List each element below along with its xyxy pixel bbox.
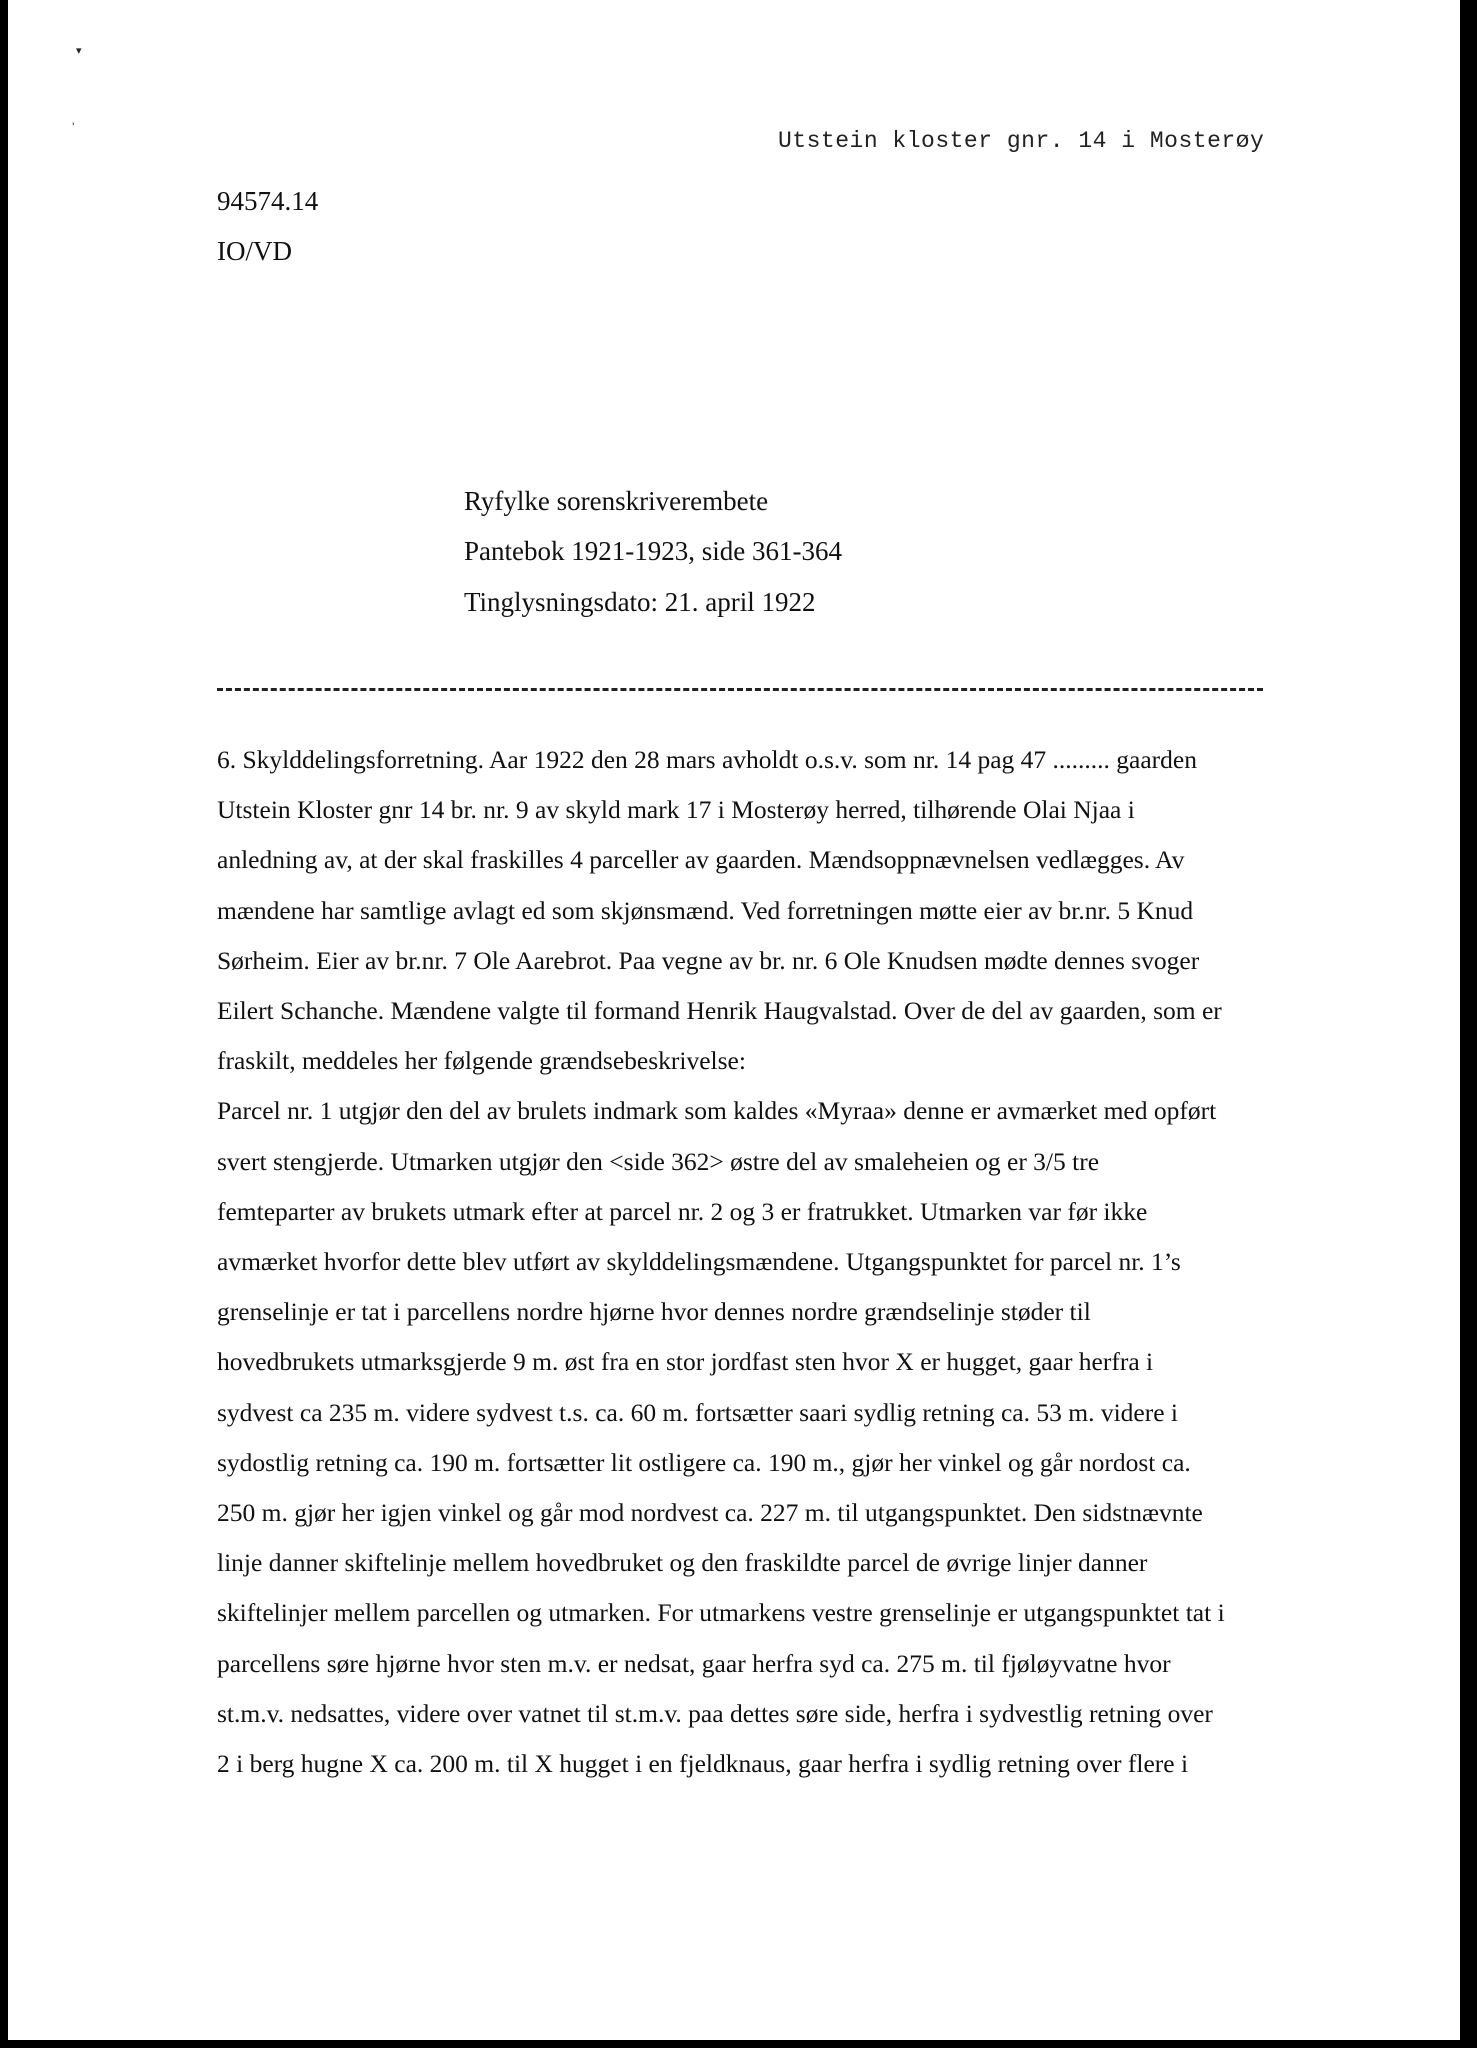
scan-speck: ˒ — [72, 118, 76, 131]
body-line: sydvest ca 235 m. videre sydvest t.s. ca. 60 m. fortsætter saari sydlig retning ca. 53 m. videre i — [217, 1397, 1178, 1427]
body-line: femteparter av brukets utmark efter at parcel nr. 2 og 3 er fratrukket. Utmarken var før ikke — [217, 1196, 1148, 1226]
body-line: mændene har samtlige avlagt ed som skjønsmænd. Ved forretningen møtte eier av br.nr. 5 Knud — [217, 895, 1194, 925]
body-line: Eilert Schanche. Mændene valgte til formand Henrik Haugvalstad. Over de del av gaarden, som er — [217, 996, 1222, 1026]
body-line: grenselinje er tat i parcellens nordre hjørne hvor dennes nordre grændselinje støder til — [217, 1297, 1091, 1327]
body-line: 6. Skylddelingsforretning. Aar 1922 den 28 mars avholdt o.s.v. som nr. 14 pag 47 ......... gaarden — [217, 745, 1197, 774]
source-book: Pantebok 1921-1923, side 361-364 — [464, 536, 842, 566]
source-office: Ryfylke sorenskriverembete — [464, 486, 769, 516]
body-line: linje danner skiftelinje mellem hovedbruket og den fraskildte parcel de øvrige linjer danner — [217, 1548, 1148, 1578]
reference-number: 94574.14 — [217, 186, 319, 216]
body-line: Sørheim. Eier av br.nr. 7 Ole Aarebrot. Paa vegne av br. nr. 6 Ole Knudsen mødte dennes svoger — [217, 945, 1200, 975]
source-registration: Tinglysningsdato: 21. april 1922 — [464, 587, 816, 617]
body-line: skiftelinjer mellem parcellen og utmarken. For utmarkens vestre grenselinje er utgangspunktet tat i — [217, 1598, 1225, 1628]
document-header: Utstein kloster gnr. 14 i Mosterøy — [778, 128, 1265, 154]
body-line: 250 m. gjør her igjen vinkel og går mod nordvest ca. 227 m. til utgangspunktet. Den sidstnævnte — [217, 1498, 1203, 1528]
body-line: sydostlig retning ca. 190 m. fortsætter lit ostligere ca. 190 m., gjør her vinkel og går nordost ca. — [217, 1447, 1191, 1477]
body-line: parcellens søre hjørne hvor sten m.v. er nedsat, gaar herfra syd ca. 275 m. til fjøløyvatne hvor — [217, 1648, 1171, 1678]
body-line: avmærket hvorfor dette blev utført av skylddelingsmændene. Utgangspunktet for parcel nr. 1’s — [217, 1247, 1181, 1277]
body-line: Parcel nr. 1 utgjør den del av brulets indmark som kaldes «Myraa» denne er avmærket med opført — [217, 1096, 1217, 1126]
body-line: hovedbrukets utmarksgjerde 9 m. øst fra en stor jordfast sten hvor X er hugget, gaar herfra i — [217, 1347, 1154, 1377]
body-line: Utstein Kloster gnr 14 br. nr. 9 av skyld mark 17 i Mosterøy herred, tilhørende Olai Njaa i — [217, 795, 1135, 825]
body-line: fraskilt, meddeles her følgende grændsebeskrivelse: — [217, 1046, 746, 1076]
document-sheet — [8, 0, 1460, 2040]
body-line: svert stengjerde. Utmarken utgjør den <side 362> østre del av smaleheien og er 3/5 tre — [217, 1146, 1100, 1176]
reference-initials: IO/VD — [217, 236, 292, 266]
body-line: anledning av, at der skal fraskilles 4 parceller av gaarden. Mændsoppnævnelsen vedlægges. Av — [217, 845, 1185, 875]
scan-speck: ▾ — [76, 44, 82, 57]
body-line: 2 i berg hugne X ca. 200 m. til X hugget i en fjeldknaus, gaar herfra i sydlig retning over flere i — [217, 1749, 1189, 1779]
separator-rule — [217, 688, 1263, 691]
body-line: st.m.v. nedsattes, videre over vatnet til st.m.v. paa dettes søre side, herfra i sydvestlig retning over — [217, 1698, 1213, 1728]
transcription-body — [217, 735, 1332, 1789]
